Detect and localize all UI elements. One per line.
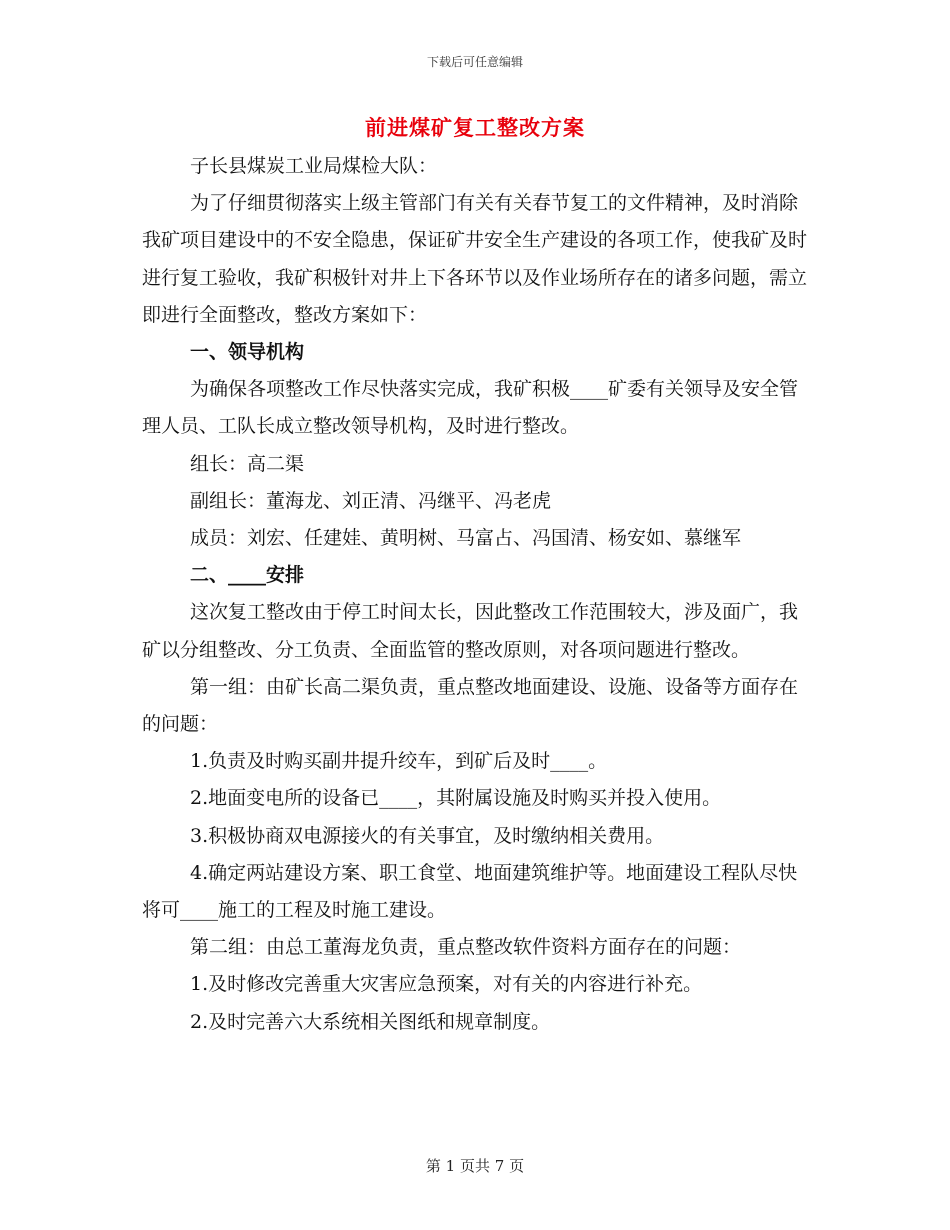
group-leader-line: 组长：高二渠	[190, 452, 305, 475]
intro-paragraph: 为了仔细贯彻落实上级主管部门有关有关春节复工的文件精神，及时消除我矿项目建设中的不安全隐患，保证矿井安全生产建设的各项工作，使我矿及时进行复工验收，我矿积极针对井上下各环节以及作业场所存在的诸多问题，需立即进行全面整改，整改方案如下：	[142, 192, 808, 326]
leadership-paragraph: 为确保各项整改工作尽快落实完成，我矿积极____矿委有关领导及安全管理人员、工队长成立整改领导机构，及时进行整改。	[142, 378, 799, 438]
list-item: 2.及时完善六大系统相关图纸和规章制度。	[190, 1010, 551, 1033]
members-line: 成员：刘宏、任建娃、黄明树、马富占、冯国清、杨安如、慕继军	[190, 527, 742, 550]
document-title: 前进煤矿复工整改方案	[365, 115, 585, 140]
list-item: 1.及时修改完善重大灾害应急预案，对有关的内容进行补充。	[190, 973, 703, 996]
addressee-line: 子长县煤炭工业局煤检大队：	[190, 155, 438, 177]
page-header-note: 下载后可任意编辑	[426, 55, 523, 69]
list-item: 1.负责及时购买副井提升绞车，到矿后及时____。	[190, 750, 608, 773]
section-heading-arrangement: 二、____安排	[190, 564, 305, 587]
list-item: 4.确定两站建设方案、职工食堂、地面建筑维护等。地面建设工程队尽快将可____施工的工程及时施工建设。	[142, 861, 798, 922]
group-two-paragraph: 第二组：由总工董海龙负责，重点整改软件资料方面存在的问题：	[190, 936, 742, 959]
document-body	[142, 148, 814, 1041]
group-one-paragraph: 第一组：由矿长高二渠负责，重点整改地面建设、设施、设备等方面存在的问题：	[142, 675, 799, 736]
list-item: 2.地面变电所的设备已____，其附属设施及时购买并投入使用。	[190, 787, 722, 810]
arrangement-paragraph: 这次复工整改由于停工时间太长，因此整改工作范围较大，涉及面广，我矿以分组整改、分工负责、全面监管的整改原则，对各项问题进行整改。	[142, 601, 799, 661]
list-item: 3.积极协商双电源接火的有关事宜，及时缴纳相关费用。	[190, 824, 665, 847]
page-number: 第 1 页共 7 页	[425, 1157, 525, 1175]
section-heading-leadership: 一、领导机构	[190, 341, 305, 364]
deputy-leader-line: 副组长：董海龙、刘正清、冯继平、冯老虎	[190, 489, 552, 512]
